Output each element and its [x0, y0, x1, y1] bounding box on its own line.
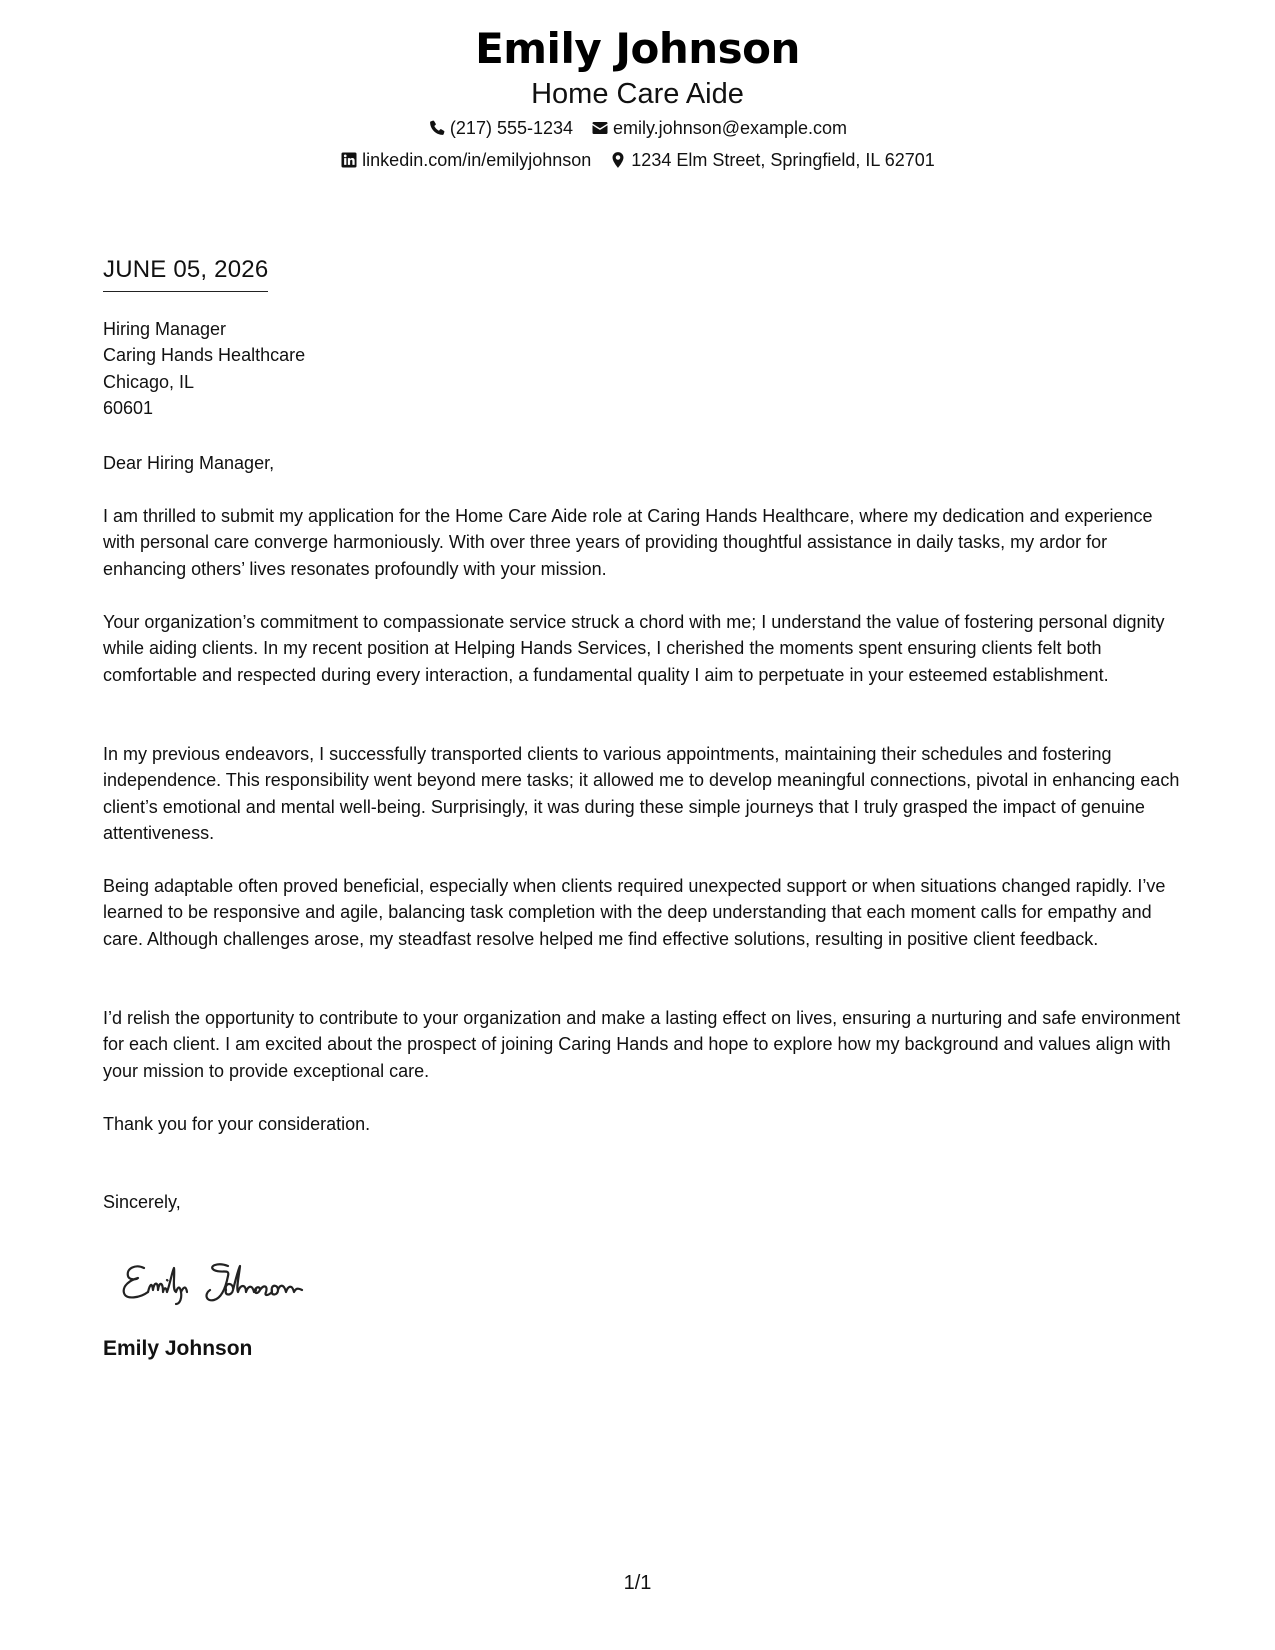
handwritten-signature [118, 1246, 358, 1306]
body-paragraph: In my previous endeavors, I successfully transported clients to various appointments, maintaining their schedules and fostering independence. This responsibility went beyond mere tasks; it allowed me to develop meaningful connections, pivotal in enhancing each client’s emotional and mental well-being. Surprisingly, it was during these simple journeys that I truly grasped the impact of genuine attentiveness. [103, 744, 1180, 844]
salutation: Dear Hiring Manager, [103, 453, 275, 473]
body-paragraph: Being adaptable often proved beneficial, especially when clients required unexpected support or when situations changed rapidly. I’ve learned to be responsive and agile, balancing task completion with the deep understanding that each moment calls for empathy and care. Although challenges arose, my steadfast resolve helped me find effective solutions, resulting in positive client feedback. [103, 876, 1166, 949]
contact-linkedin [340, 148, 591, 172]
letter-date: JUNE 05, 2026 [103, 255, 268, 292]
phone-text: (217) 555-1234 [449, 118, 574, 138]
recipient-city: Chicago, IL [103, 371, 195, 392]
address-text: 1234 Elm Street, Springfield, IL 62701 [631, 150, 935, 170]
signer-name: Emily Johnson [103, 1337, 253, 1360]
phone-icon [428, 119, 446, 137]
thanks-line: Thank you for your consideration. [103, 1114, 371, 1134]
body-paragraph: I am thrilled to submit my application for the Home Care Aide role at Caring Hands Healthcare, where my dedication and experience with personal care converge harmoniously. With over three years of providing thoughtful assistance in daily tasks, my ardor for enhancing others’ lives resonates profoundly with your mission. [103, 506, 1153, 579]
closing-line: Sincerely, [103, 1192, 181, 1212]
letter-header [0, 22, 1275, 172]
contact-row-secondary [0, 148, 1275, 172]
page-indicator: 1/1 [623, 1572, 652, 1594]
recipient-company: Caring Hands Healthcare [103, 345, 306, 366]
contact-address [609, 148, 935, 172]
linkedin-text: linkedin.com/in/emilyjohnson [362, 150, 592, 170]
contact-row-primary [0, 116, 1275, 140]
recipient-zip: 60601 [103, 398, 154, 419]
applicant-name: Emily Johnson [475, 24, 800, 73]
contact-phone [428, 116, 573, 140]
linkedin-icon [340, 151, 358, 169]
envelope-icon [591, 119, 609, 137]
email-text: emily.johnson@example.com [613, 118, 848, 138]
body-paragraph: I’d relish the opportunity to contribute to your organization and make a lasting effect on lives, ensuring a nurturing and safe environment for each client. I am excited about the prospect of joining Caring Hands and hope to explore how my background and values align with your mission to provide exceptional care. [103, 1008, 1181, 1081]
map-pin-icon [609, 151, 627, 169]
contact-email [591, 116, 847, 140]
applicant-role: Home Care Aide [531, 78, 744, 110]
recipient-title: Hiring Manager [103, 319, 227, 339]
body-paragraph: Your organization’s commitment to compassionate service struck a chord with me; I understand the value of fostering personal dignity while aiding clients. In my recent position at Helping Hands Services, I cherished the moments spent ensuring clients felt both comfortable and respected during every interaction, a fundamental quality I aim to perpetuate in your esteemed establishment. [103, 612, 1165, 685]
recipient-block [103, 316, 1183, 422]
